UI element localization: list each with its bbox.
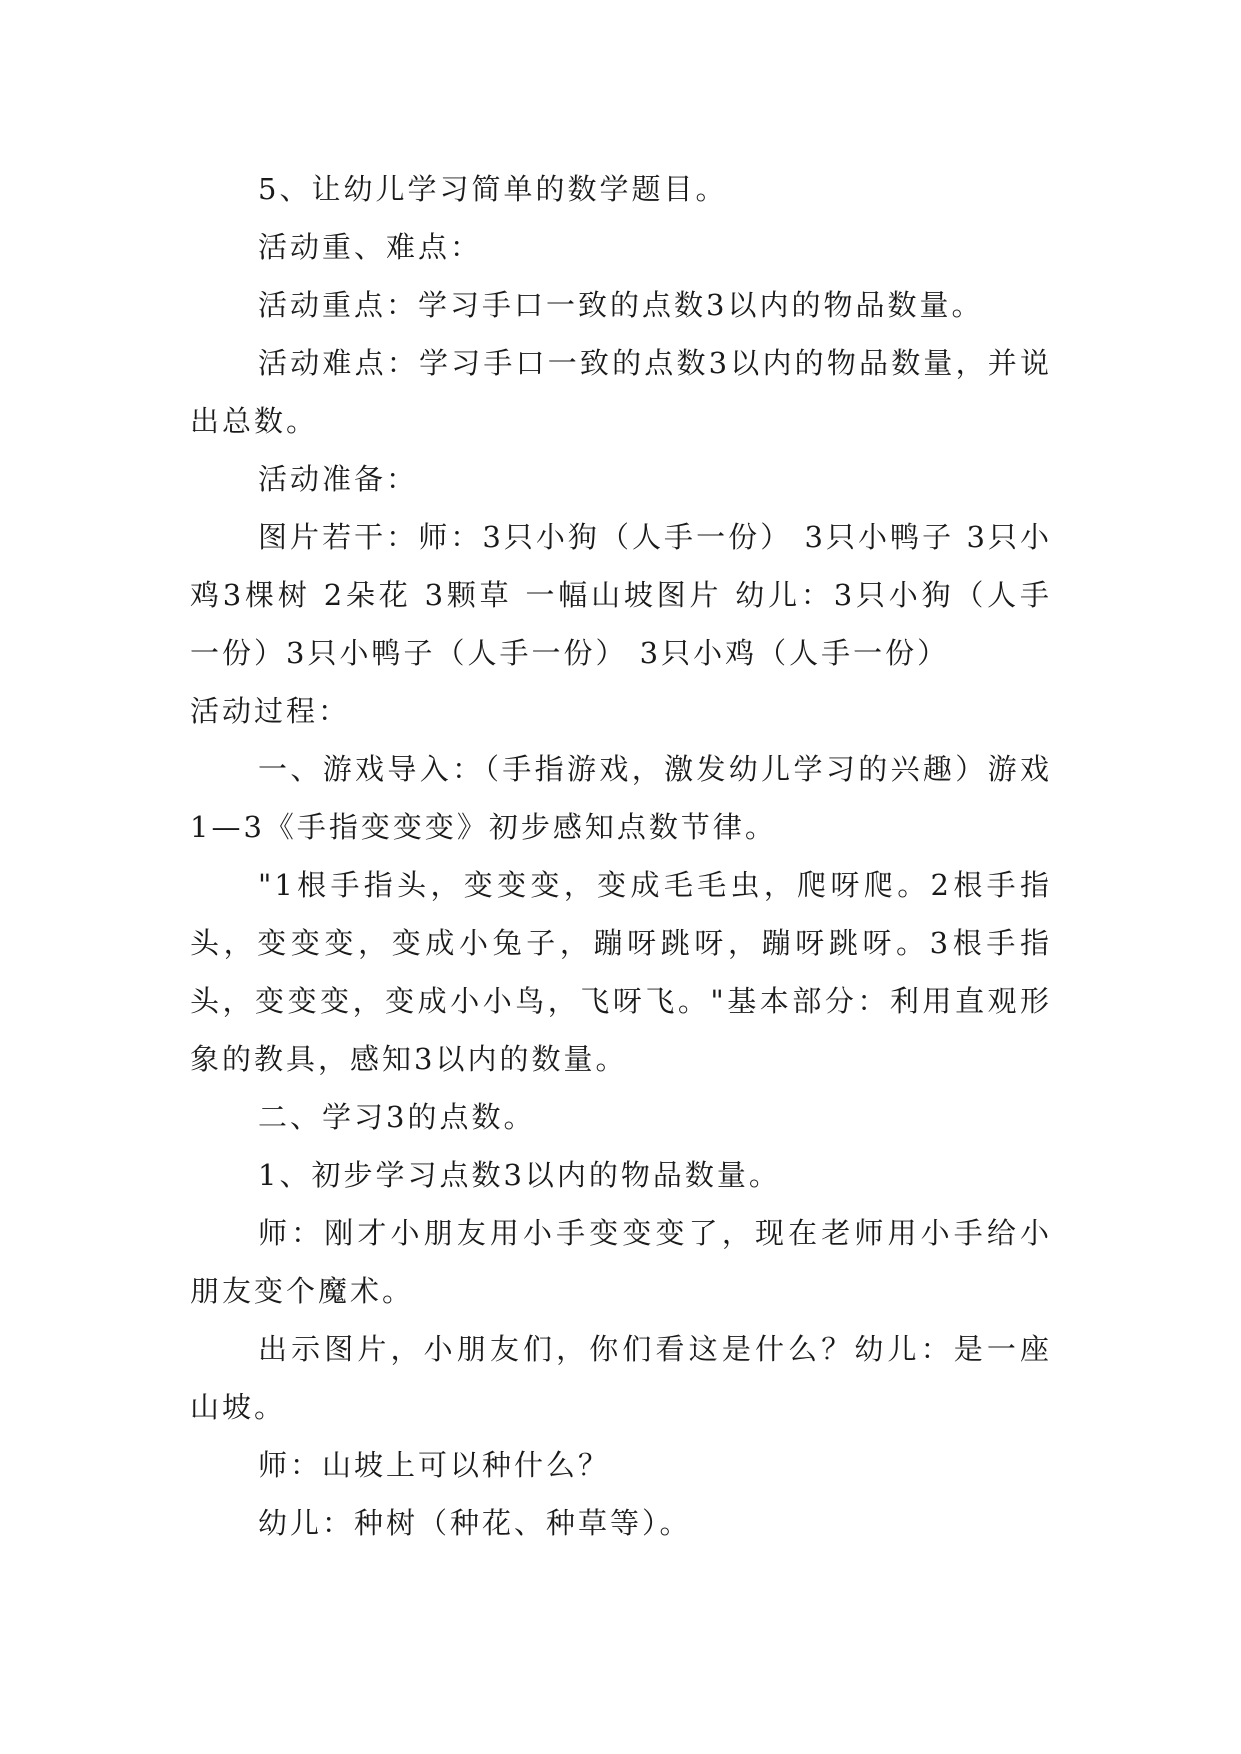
paragraph-process-heading: 活动过程： [190,694,351,728]
paragraph-child-answer: 幼儿：种树（种花、种草等）。 [258,1506,692,1540]
paragraph-key-point: 活动重点：学习手口一致的点数3以内的物品数量。 [258,288,984,322]
paragraph-step-one: 1、初步学习点数3以内的物品数量。 [258,1158,781,1192]
paragraph-teacher-question: 师：山坡上可以种什么？ [258,1448,611,1482]
paragraph-difficulty: 活动难点：学习手口一致的点数3以内的物品数量，并说出总数。 [190,346,1052,438]
paragraph-preparation-heading: 活动准备： [258,462,419,496]
paragraph-teacher-magic: 师：刚才小朋友用小手变变变了，现在老师用小手给小朋友变个魔术。 [190,1216,1052,1308]
paragraph-game-intro: 一、游戏导入：（手指游戏，激发幼儿学习的兴趣）游戏1—3《手指变变变》初步感知点数节律。 [190,752,1052,844]
paragraph-finger-rhyme: "1根手指头，变变变，变成毛毛虫，爬呀爬。2根手指头，变变变，变成小兔子，蹦呀跳呀，蹦呀跳呀。3根手指头，变变变，变成小小鸟，飞呀飞。"基本部分：利用直观形象的教具，感知3以内的数量。 [190,868,1052,1076]
paragraph-key-points-heading: 活动重、难点： [258,230,483,264]
paragraph-goal-5: 5、让幼儿学习简单的数学题目。 [258,172,728,206]
paragraph-section-two: 二、学习3的点数。 [258,1100,536,1134]
document-body [190,160,1052,1552]
paragraph-show-picture: 出示图片，小朋友们，你们看这是什么？幼儿：是一座山坡。 [190,1332,1052,1424]
paragraph-materials: 图片若干：师：3只小狗（人手一份） 3只小鸭子 3只小鸡3棵树 2朵花 3颗草 一幅山坡图片 幼儿：3只小狗（人手一份）3只小鸭子（人手一份） 3只小鸡（人手一份） [190,520,1052,670]
